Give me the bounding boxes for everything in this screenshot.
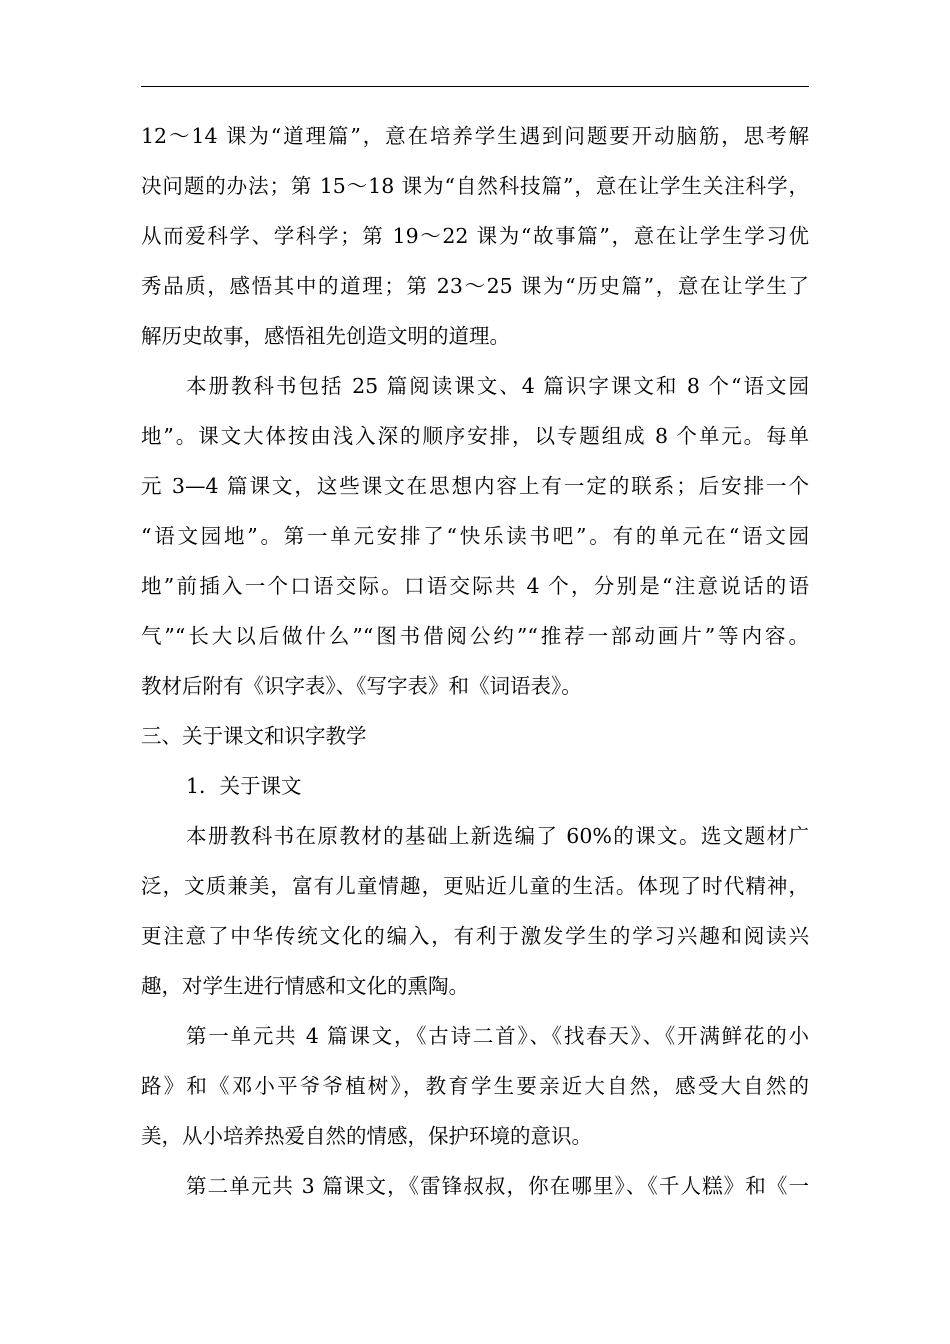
text-line: 路》和《邓小平爷爷植树》，教育学生要亲近大自然，感受大自然的	[141, 1074, 809, 1098]
text-line: 1．关于课文	[186, 774, 302, 798]
text-line: 地”前插入一个口语交际。口语交际共 4 个，分别是“注意说话的语	[141, 574, 809, 598]
text-line: 解历史故事，感悟祖先创造文明的道理。	[141, 324, 510, 348]
document-body	[141, 111, 809, 1211]
text-line: 本册教科书包括 25 篇阅读课文、4 篇识字课文和 8 个“语文园	[186, 374, 809, 398]
text-line: 三、关于课文和识字教学	[141, 724, 367, 748]
text-line: 第一单元共 4 篇课文，《古诗二首》、《找春天》、《开满鲜花的小	[186, 1024, 809, 1048]
text-line: 从而爱科学、学科学；第 19～22 课为“故事篇”，意在让学生学习优	[141, 224, 809, 248]
text-line: 秀品质，感悟其中的道理；第 23～25 课为“历史篇”，意在让学生了	[141, 274, 809, 298]
text-line: 本册教科书在原教材的基础上新选编了 60%的课文。选文题材广	[186, 824, 809, 848]
text-line: 教材后附有《识字表》、《写字表》和《词语表》。	[141, 674, 582, 698]
header-rule	[141, 86, 809, 87]
text-line: 更注意了中华传统文化的编入，有利于激发学生的学习兴趣和阅读兴	[141, 924, 809, 948]
text-line: 决问题的办法；第 15～18 课为“自然科技篇”，意在让学生关注科学，	[141, 174, 809, 198]
text-line: 12～14 课为“道理篇”，意在培养学生遇到问题要开动脑筋，思考解	[141, 124, 809, 148]
text-line: 趣，对学生进行情感和文化的熏陶。	[141, 974, 469, 998]
text-line: 元 3—4 篇课文，这些课文在思想内容上有一定的联系；后安排一个	[141, 474, 809, 498]
text-line: 泛，文质兼美，富有儿童情趣，更贴近儿童的生活。体现了时代精神，	[141, 874, 809, 898]
text-line: 美，从小培养热爱自然的情感，保护环境的意识。	[141, 1124, 592, 1148]
text-line: “语文园地”。第一单元安排了“快乐读书吧”。有的单元在“语文园	[141, 524, 809, 548]
text-line: 气”“长大以后做什么”“图书借阅公约”“推荐一部动画片”等内容。	[141, 624, 809, 648]
text-line: 地”。课文大体按由浅入深的顺序安排，以专题组成 8 个单元。每单	[141, 424, 809, 448]
text-line: 第二单元共 3 篇课文，《雷锋叔叔，你在哪里》、《千人糕》和《一	[186, 1174, 809, 1198]
